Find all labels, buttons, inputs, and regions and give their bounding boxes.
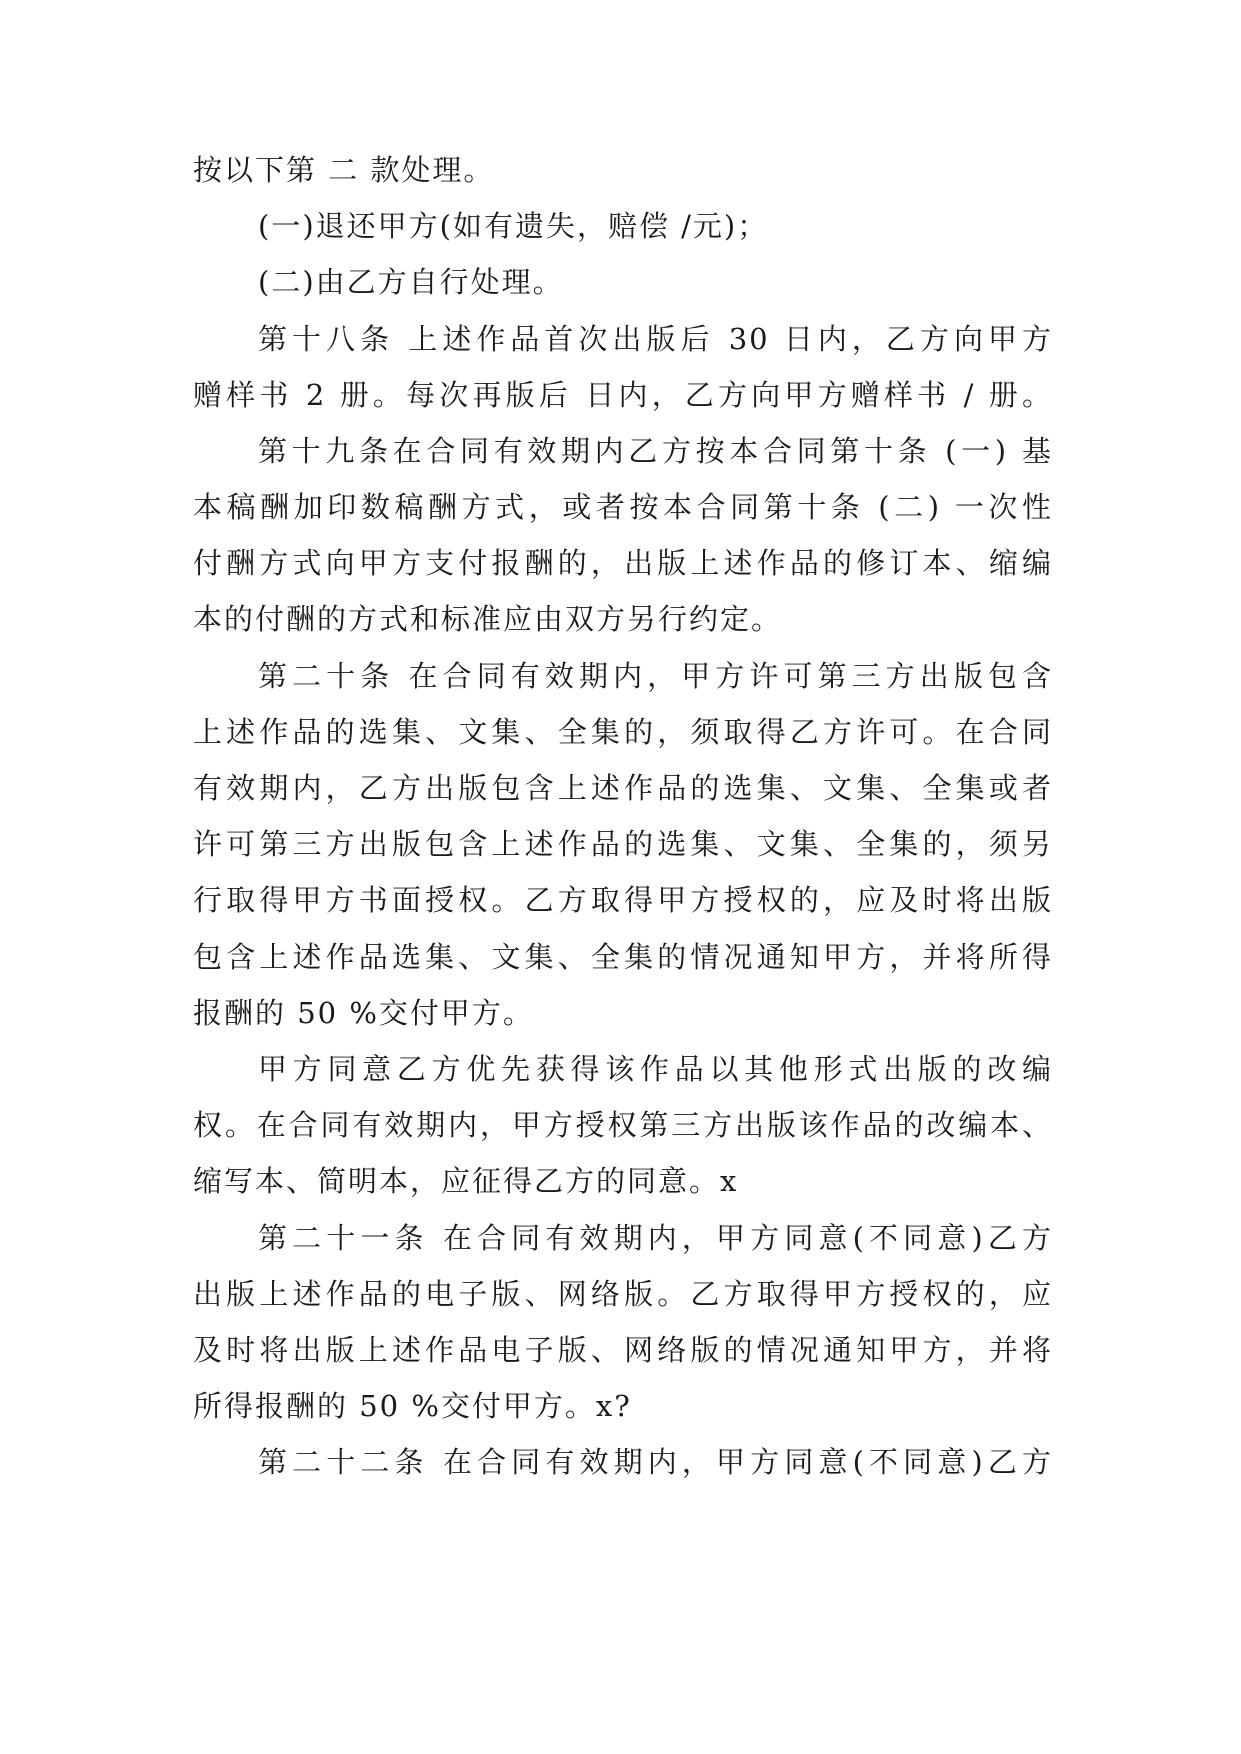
- text-line: (一)退还甲方(如有遗失，赔偿 /元)；: [258, 209, 769, 243]
- text-line: 缩写本、简明本，应征得乙方的同意。x: [193, 1164, 739, 1198]
- text-line: 出版上述作品的电子版、网络版。乙方取得甲方授权的，应: [193, 1277, 1053, 1311]
- text-line: 有效期内，乙方出版包含上述作品的选集、文集、全集或者: [193, 771, 1053, 805]
- text-line: 所得报酬的 50 %交付甲方。x?: [193, 1389, 632, 1423]
- text-line: 本稿酬加印数稿酬方式，或者按本合同第十条 (二) 一次性: [193, 490, 1053, 524]
- text-line: 赠样书 2 册。每次再版后 日内，乙方向甲方赠样书 / 册。: [193, 378, 1053, 412]
- text-line: 第十八条 上述作品首次出版后 30 日内，乙方向甲方: [258, 322, 1053, 356]
- text-line: 第二十条 在合同有效期内，甲方许可第三方出版包含: [258, 659, 1053, 693]
- text-line: 及时将出版上述作品电子版、网络版的情况通知甲方，并将: [193, 1333, 1053, 1367]
- text-line: 报酬的 50 %交付甲方。: [193, 996, 534, 1030]
- text-line: 上述作品的选集、文集、全集的，须取得乙方许可。在合同: [193, 715, 1053, 749]
- text-line: (二)由乙方自行处理。: [258, 265, 564, 299]
- text-line: 许可第三方出版包含上述作品的选集、文集、全集的，须另: [193, 827, 1053, 861]
- text-line: 付酬方式向甲方支付报酬的，出版上述作品的修订本、缩编: [193, 546, 1053, 580]
- text-line: 权。在合同有效期内，甲方授权第三方出版该作品的改编本、: [193, 1108, 1053, 1142]
- text-line: 甲方同意乙方优先获得该作品以其他形式出版的改编: [258, 1052, 1053, 1086]
- text-line: 第十九条在合同有效期内乙方按本合同第十条 (一) 基: [258, 434, 1053, 468]
- text-line: 按以下第 二 款处理。: [193, 153, 495, 187]
- text-line: 行取得甲方书面授权。乙方取得甲方授权的，应及时将出版: [193, 883, 1053, 917]
- text-line: 第二十二条 在合同有效期内，甲方同意(不同意)乙方: [258, 1445, 1053, 1479]
- text-line: 第二十一条 在合同有效期内，甲方同意(不同意)乙方: [258, 1221, 1053, 1255]
- text-line: 包含上述作品选集、文集、全集的情况通知甲方，并将所得: [193, 940, 1053, 974]
- text-line: 本的付酬的方式和标准应由双方另行约定。: [193, 602, 783, 636]
